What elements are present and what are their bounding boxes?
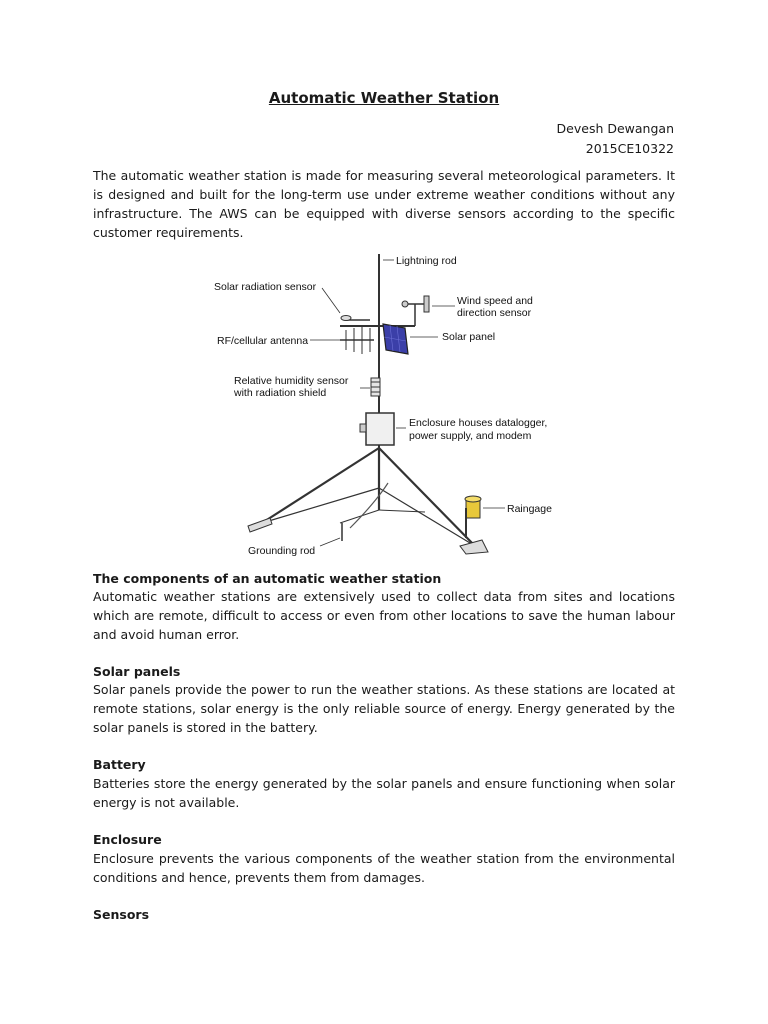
label-humidity-line1: Relative humidity sensor bbox=[234, 375, 349, 387]
label-lightning-rod: Lightning rod bbox=[396, 255, 457, 267]
label-raingage: Raingage bbox=[507, 503, 552, 515]
label-solar-radiation-sensor: Solar radiation sensor bbox=[214, 281, 317, 293]
label-enclosure-line2: power supply, and modem bbox=[409, 430, 532, 442]
label-humidity-line2: with radiation shield bbox=[234, 387, 327, 399]
paragraph-components: Automatic weather stations are extensively used to collect data from sites and locations which are remote, difficult to access or even from other locations to save the human labour and avoid human error. bbox=[93, 589, 675, 642]
heading-battery: Battery bbox=[93, 757, 146, 772]
heading-enclosure: Enclosure bbox=[93, 832, 162, 847]
heading-components: The components of an automatic weather station bbox=[93, 571, 442, 586]
intro-paragraph: The automatic weather station is made for measuring several meteorological parameters. It is designed and built for the long-term use under extreme weather conditions without any infrastructure. The AWS can be equipped with diverse sensors according to the specific customer requirements. bbox=[93, 168, 675, 240]
label-enclosure-line1: Enclosure houses datalogger, bbox=[409, 417, 548, 429]
label-grounding-rod: Grounding rod bbox=[248, 545, 316, 557]
author-name: Devesh Dewangan bbox=[556, 121, 674, 136]
paragraph-battery: Batteries store the energy generated by the solar panels and ensure functioning when solar energy is not available. bbox=[93, 776, 675, 810]
label-solar-panel: Solar panel bbox=[442, 331, 496, 343]
paragraph-enclosure: Enclosure prevents the various components of the weather station from the environmental conditions and hence, prevents them from damages. bbox=[93, 851, 675, 885]
label-wind-sensor-line2: direction sensor bbox=[457, 307, 532, 319]
label-wind-sensor-line1: Wind speed and bbox=[457, 295, 533, 307]
author-id: 2015CE10322 bbox=[585, 141, 674, 156]
heading-sensors: Sensors bbox=[93, 907, 150, 922]
heading-solar-panels: Solar panels bbox=[93, 664, 181, 679]
label-rf-antenna: RF/cellular antenna bbox=[217, 335, 309, 347]
document-title: Automatic Weather Station bbox=[268, 89, 500, 107]
weather-station-diagram bbox=[200, 248, 570, 566]
paragraph-solar-panels: Solar panels provide the power to run the weather stations. As these stations are located at remote stations, solar energy is the only reliable source of energy. Energy generated by the solar panels is stored in the battery. bbox=[93, 682, 675, 735]
